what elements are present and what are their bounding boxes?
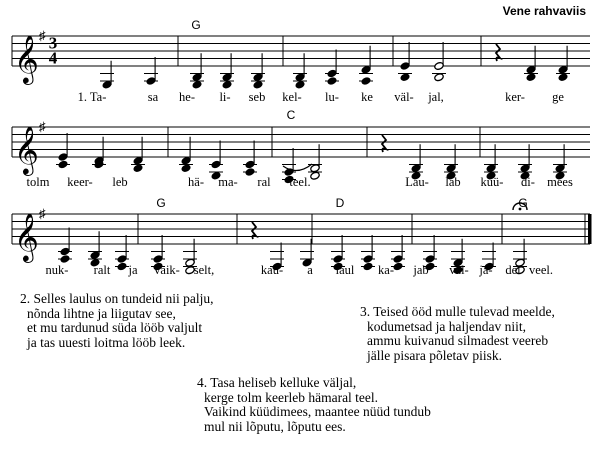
- treble-clef: 𝄞: [14, 37, 39, 83]
- staff-system-3: [12, 196, 592, 277]
- verse-line: 3. Teised ööd mulle tulevad meelde,: [360, 304, 555, 319]
- lyric-syllable: ja-: [479, 263, 493, 277]
- quarter-notehead: [400, 73, 410, 82]
- quarter-notehead: [192, 80, 202, 89]
- verse-line: 2. Selles laulus on tundeid nii palju,: [20, 291, 214, 306]
- verse-line: ammu kuivanud silmadest veereb: [367, 333, 549, 348]
- lyric-syllable: lab: [445, 175, 461, 189]
- quarter-notehead: [133, 164, 143, 173]
- lyric-syllable: a: [307, 263, 313, 277]
- lyric-syllable: jal,: [428, 90, 444, 104]
- verse-line: ja tas uuesti loitma lööb leek.: [27, 334, 186, 350]
- lyric-syllable: mees: [547, 175, 573, 189]
- lyric-syllable: ker-: [505, 90, 525, 104]
- verse-line: nõnda lihtne ja liigutav see,: [27, 305, 176, 321]
- verse-line: Vaikind küüdimees, maantee nüüd tundub: [204, 404, 431, 419]
- time-signature-bottom: 4: [48, 48, 58, 68]
- lyric-syllable: ral: [257, 175, 271, 189]
- staff-system-2: [12, 108, 590, 189]
- lyric-syllable: seb: [248, 90, 266, 104]
- lyric-syllable: kau-: [260, 263, 284, 277]
- lyric-syllable: jab: [413, 263, 429, 277]
- verse-line: mul nii lõputu, lõputu ees.: [204, 418, 346, 434]
- lyric-syllable: ge: [552, 90, 564, 104]
- lyric-syllable: sa: [147, 90, 159, 104]
- key-signature-sharp: ♯: [39, 28, 46, 43]
- lyric-syllable: ma-: [218, 175, 238, 189]
- lyric-syllable: nuk-: [45, 263, 69, 277]
- staff-system-1: [12, 18, 590, 104]
- verse-line: kerge tolm keerleb hämaral teel.: [204, 389, 379, 405]
- lyric-syllable: teel.: [289, 175, 311, 189]
- final-barline-thick: [588, 214, 592, 244]
- lyric-syllable: li-: [219, 90, 231, 104]
- quarter-notehead: [181, 164, 191, 173]
- lyric-syllable: ke: [361, 90, 373, 104]
- chord-symbol: G: [518, 196, 528, 210]
- lyric-syllable: laul: [335, 263, 355, 277]
- lyric-syllable: vaik-: [154, 263, 180, 277]
- lyric-syllable: 1. Ta-: [77, 90, 107, 104]
- verse-line: 4. Tasa heliseb kelluke väljal,: [197, 375, 357, 390]
- lyric-syllable: kel-: [282, 90, 302, 104]
- treble-clef: 𝄞: [14, 128, 39, 174]
- lyric-syllable: selt,: [193, 263, 215, 277]
- lyric-syllable: ralt: [93, 263, 111, 277]
- verse-4: [197, 376, 431, 434]
- origin-credit: Vene rahvaviis: [502, 4, 586, 18]
- lyric-syllable: del: [505, 263, 521, 277]
- quarter-notehead: [295, 80, 305, 89]
- quarter-notehead: [253, 80, 263, 89]
- lyric-syllable: keer-: [67, 175, 93, 189]
- key-signature-sharp: ♯: [39, 119, 46, 134]
- quarter-notehead: [558, 73, 568, 82]
- time-signature-top: 3: [48, 33, 58, 53]
- treble-clef: 𝄞: [14, 215, 39, 261]
- key-signature-sharp: ♯: [39, 206, 46, 221]
- lyric-syllable: hä-: [188, 175, 204, 189]
- lyric-syllable: küü-: [480, 175, 504, 189]
- lyric-syllable: di-: [521, 175, 535, 189]
- verse-3: [360, 305, 555, 363]
- lyric-syllable: leb: [112, 175, 128, 189]
- chord-symbol: G: [191, 18, 201, 32]
- verse-line: jälle pisara põletav piisk.: [367, 347, 502, 363]
- lyric-syllable: ja: [128, 263, 138, 277]
- lyric-syllable: tolm: [26, 175, 50, 189]
- lyric-syllable: Lau-: [405, 175, 429, 189]
- half-notehead: [434, 73, 444, 82]
- chord-symbol: D: [335, 196, 345, 210]
- chord-symbol: C: [286, 108, 296, 122]
- verse-line: et mu tardunud süda lööb valjult: [27, 320, 203, 335]
- chord-symbol: G: [156, 196, 166, 210]
- lyric-syllable: ka-: [378, 263, 394, 277]
- quarter-notehead: [526, 73, 536, 82]
- lyric-syllable: väl-: [394, 90, 414, 104]
- lyric-syllable: lu-: [325, 90, 339, 104]
- half-notehead: [310, 171, 320, 180]
- lyric-syllable: väl-: [449, 263, 469, 277]
- quarter-notehead: [222, 80, 232, 89]
- verse-line: kodumetsad ja haljendav niit,: [367, 318, 526, 334]
- lyric-syllable: he-: [179, 90, 195, 104]
- lyric-syllable: veel.: [529, 263, 553, 277]
- verse-2: [20, 292, 213, 350]
